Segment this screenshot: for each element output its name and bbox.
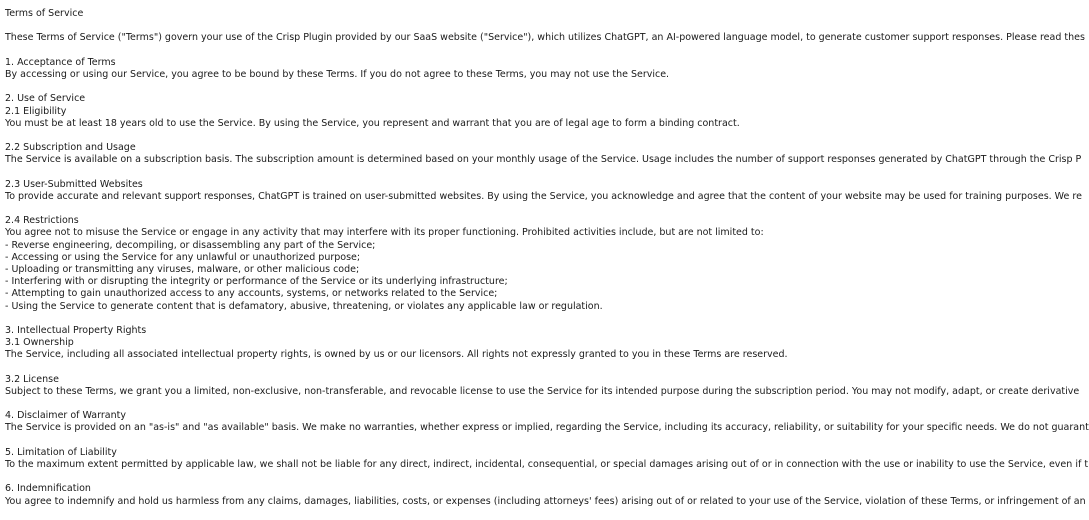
- spacer: [5, 81, 925, 93]
- subsection-heading: 2.3 User-Submitted Websites: [5, 178, 143, 190]
- spacer: [5, 313, 925, 325]
- section-heading: 1. Acceptance of Terms: [5, 56, 116, 68]
- subsection-body: Subject to these Terms, we grant you a limited, non-exclusive, non-transferable, and revocable license to use the Service for its intended purpose during the subscription period. You may not modify, adapt, or create derivative: [5, 385, 1080, 397]
- section-body: The Service is provided on an "as-is" and "as available" basis. We make no warranties, whether express or implied, regarding the Service, including its accuracy, reliability, or suitability for your specific needs. We do not guarant: [5, 422, 1089, 434]
- section-body: By accessing or using our Service, you agree to be bound by these Terms. If you do not agree to these Terms, you may not use the Service.: [5, 68, 670, 80]
- spacer: [5, 20, 925, 32]
- spacer: [5, 398, 925, 410]
- intro-paragraph: These Terms of Service ("Terms") govern your use of the Crisp Plugin provided by our SaaS website ("Service"), which utilizes ChatGPT, an AI-powered language model, to generate customer support responses. Please read thes: [5, 32, 1085, 44]
- subsection-heading: 2.1 Eligibility: [5, 105, 67, 117]
- section-heading: 4. Disclaimer of Warranty: [5, 410, 126, 422]
- spacer: [5, 166, 925, 178]
- section-heading: 6. Indemnification: [5, 483, 91, 495]
- spacer: [5, 361, 925, 373]
- document-title: Terms of Service: [5, 8, 84, 19]
- list-item: - Interfering with or disrupting the integrity or performance of the Service or its underlying infrastructure;: [5, 276, 508, 288]
- spacer: [5, 435, 925, 447]
- subsection-body: The Service, including all associated intellectual property rights, is owned by us or our licensors. All rights not expressly granted to you in these Terms are reserved.: [5, 349, 788, 361]
- subsection-body: You must be at least 18 years old to use the Service. By using the Service, you represent and warrant that you are of legal age to form a binding contract.: [5, 117, 740, 129]
- subsection-heading: 3.1 Ownership: [5, 337, 74, 349]
- list-item: - Attempting to gain unauthorized access to any accounts, systems, or networks related to the Service;: [5, 288, 498, 300]
- list-item: - Accessing or using the Service for any unlawful or unauthorized purpose;: [5, 251, 361, 263]
- section-heading: 5. Limitation of Liability: [5, 446, 117, 458]
- section-heading: 3. Intellectual Property Rights: [5, 324, 147, 336]
- list-item: - Using the Service to generate content that is defamatory, abusive, threatening, or violates any applicable law or regulation.: [5, 300, 603, 312]
- subsection-body: To provide accurate and relevant support responses, ChatGPT is trained on user-submitted websites. By using the Service, you acknowledge and agree that the content of your website may be used for training purposes. We re: [5, 190, 1082, 202]
- section-body: You agree to indemnify and hold us harmless from any claims, damages, liabilities, costs, or expenses (including attorneys' fees) arising out of or related to your use of the Service, violation of these Terms, or infringement of an: [5, 495, 1086, 507]
- subsection-heading: 2.2 Subscription and Usage: [5, 142, 136, 154]
- subsection-heading: 2.4 Restrictions: [5, 215, 79, 227]
- subsection-body: The Service is available on a subscription basis. The subscription amount is determined based on your monthly usage of the Service. Usage includes the number of support responses generated by ChatGPT through the Crisp P: [5, 154, 1082, 166]
- list-item: - Reverse engineering, decompiling, or disassembling any part of the Service;: [5, 239, 376, 251]
- spacer: [5, 45, 925, 57]
- spacer: [5, 203, 925, 215]
- spacer: [5, 130, 925, 142]
- section-body: To the maximum extent permitted by applicable law, we shall not be liable for any direct, indirect, incidental, consequential, or special damages arising out of or in connection with the use or inability to use the Service, even if t: [5, 458, 1089, 470]
- subsection-heading: 3.2 License: [5, 373, 59, 385]
- spacer: [5, 471, 925, 483]
- list-item: - Uploading or transmitting any viruses, malware, or other malicious code;: [5, 263, 360, 275]
- section-heading: 2. Use of Service: [5, 93, 86, 105]
- subsection-body: You agree not to misuse the Service or engage in any activity that may interfere with its proper functioning. Prohibited activities include, but are not limited to:: [5, 227, 764, 239]
